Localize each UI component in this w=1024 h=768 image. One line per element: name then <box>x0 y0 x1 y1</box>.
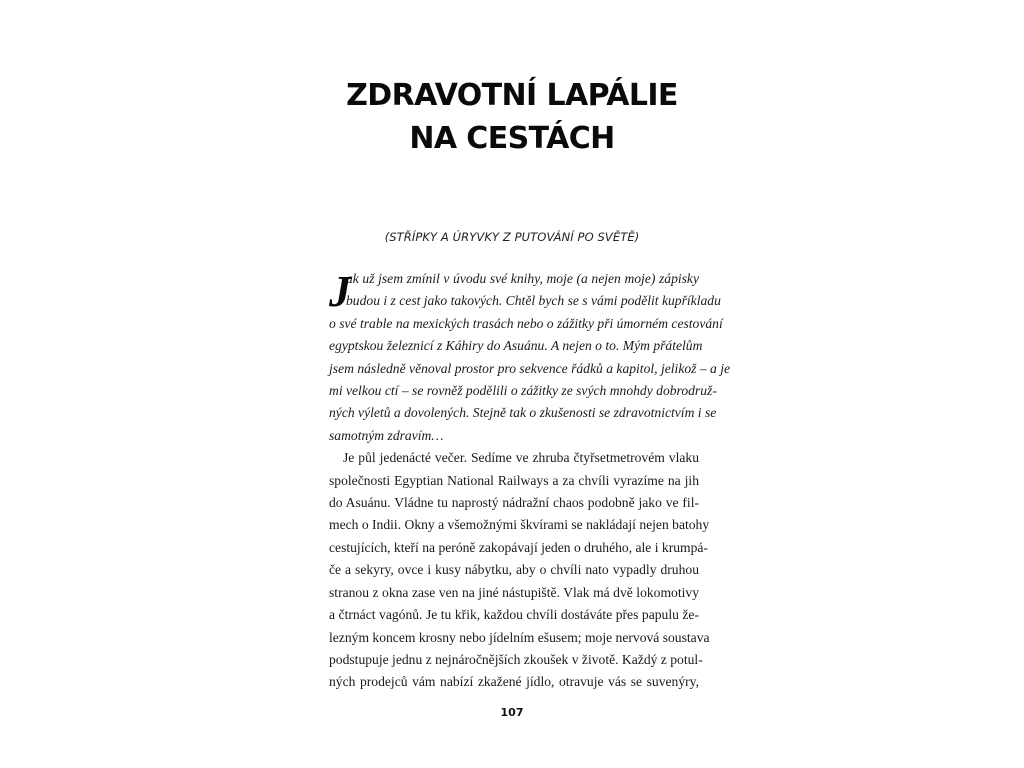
text-line: mi velkou ctí – se rovněž podělili o zážitky ze svých mnohdy dobrodruž- <box>329 383 717 399</box>
chapter-title-line: ZDRAVOTNÍ LAPÁLIE <box>346 78 678 113</box>
text-line: lezným koncem krosny nebo jídelním ešusem; moje nervová soustava <box>329 629 710 645</box>
text-line: ak už jsem zmínil v úvodu své knihy, moje (a nejen moje) zápisky <box>346 271 699 286</box>
text-line: če a sekyry, ovce i kusy nábytku, aby o chvíli nato vypadly druhou <box>329 562 699 578</box>
page-number: 107 <box>500 706 524 719</box>
chapter-title <box>0 74 1024 160</box>
text-line: o své trable na mexických trasách nebo o zážitky při úmorném cestování <box>329 315 723 331</box>
text-line: Je půl jedenácté večer. Sedíme ve zhruba čtyřsetmetrovém vlaku <box>343 450 699 466</box>
text-line: budou i z cest jako takových. Chtěl bych se s vámi podělit kupříkladu <box>346 293 721 309</box>
intro-paragraph <box>329 268 731 447</box>
body-text <box>329 267 731 694</box>
text-line: ných prodejců vám nabízí zkažené jídlo, otravuje vás se suvenýry, <box>329 674 699 690</box>
chapter-subtitle: (STŘÍPKY A ÚRYVKY Z PUTOVÁNÍ PO SVĚTĚ) <box>384 230 640 244</box>
text-line: podstupuje jednu z nejnáročnějších zkoušek v životě. Každý z potul- <box>329 651 703 667</box>
drop-cap: J <box>329 267 351 316</box>
text-line: stranou z okna zase ven na jiné nástupiště. Vlak má dvě lokomotivy <box>329 584 699 600</box>
text-line: společnosti Egyptian National Railways a za chvíli vyrazíme na jih <box>329 472 699 488</box>
chapter-title-line: NA CESTÁCH <box>409 121 615 156</box>
text-line: jsem následně věnoval prostor pro sekvence řádků a kapitol, jelikož – a je <box>329 360 731 376</box>
main-paragraph <box>329 447 710 693</box>
text-line: a čtrnáct vagónů. Je tu křik, každou chvíli dostáváte přes papulu že- <box>329 607 699 623</box>
text-line: cestujících, kteří na peróně zakopávají jeden o druhého, ale i krumpá- <box>329 539 708 555</box>
text-line: samotným zdravím… <box>329 427 444 443</box>
text-line: egyptskou železnicí z Káhiry do Asuánu. A nejen o to. Mým přátelům <box>329 338 703 354</box>
text-line: mech o Indii. Okny a všemožnými škvírami se nakládají nejen batohy <box>329 517 710 533</box>
text-line: ných výletů a dovolených. Stejně tak o zkušenosti se zdravotnictvím i se <box>329 405 717 421</box>
text-line: do Asuánu. Vládne tu naprostý nádražní chaos podobně jako ve fil- <box>329 495 699 511</box>
